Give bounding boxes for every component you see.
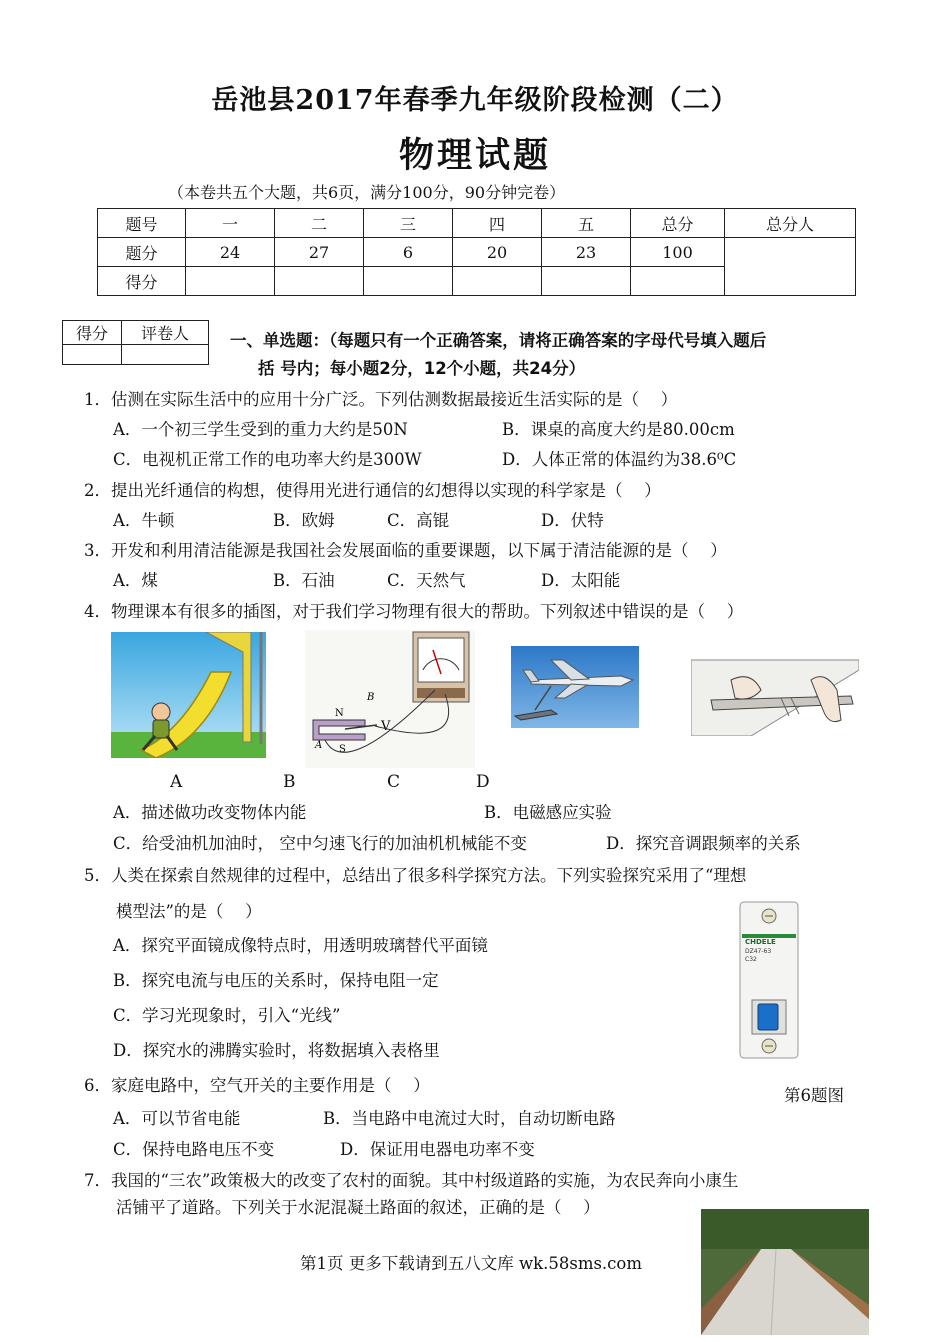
- page-footer: 第1页 更多下载请到五八文库 wk.58sms.com: [300, 1254, 642, 1273]
- q1-option-c: C．电视机正常工作的电功率大约是300W: [113, 450, 422, 469]
- q3-option-d: D．太阳能: [541, 571, 621, 590]
- q5-option-a: A．探究平面镜成像特点时，用透明玻璃替代平面镜: [113, 936, 488, 955]
- q5-stem-line2: 模型法”的是（ ）: [116, 902, 262, 921]
- q3-option-b: B．石油: [273, 571, 335, 590]
- score-table-label: 题号: [98, 209, 186, 238]
- q4-option-c: C．给受油机加油时， 空中匀速飞行的加油机机械能不变: [113, 834, 527, 853]
- q5-option-b: B．探究电流与电压的关系时，保持电阻一定: [113, 971, 439, 990]
- q6-figure-circuit-breaker: [738, 900, 800, 1060]
- q2-option-c: C．高锟: [387, 511, 450, 530]
- q4-figure-d-ruler: [691, 640, 859, 736]
- score-cell: [453, 267, 542, 296]
- score-table-grader: 总分人: [725, 209, 856, 238]
- score-table-points: 27: [275, 238, 364, 267]
- exam-note: （本卷共五个大题，共6页，满分100分，90分钟完卷）: [168, 183, 566, 202]
- q1-stem: 1．估测在实际生活中的应用十分广泛。下列估测数据最接近生活实际的是（ ）: [84, 390, 678, 409]
- q4-fig-b-label-s: S: [339, 744, 346, 755]
- q4-figure-label-d: D: [476, 772, 490, 792]
- q4-option-d: D．探究音调跟频率的关系: [606, 834, 801, 853]
- score-table-grader-cell: [725, 238, 856, 296]
- q4-fig-b-label-n: N: [335, 708, 344, 719]
- q1-option-b: B．课桌的高度大约是80.00cm: [502, 420, 735, 439]
- q6-option-c: C．保持电路电压不变: [113, 1140, 275, 1159]
- section-1-line1: 一、单选题：（每题只有一个正确答案，请将正确答案的字母代号填入题后: [230, 331, 767, 350]
- q1-option-d: D．人体正常的体温约为38.6⁰C: [502, 450, 737, 469]
- q6-breaker-brand: CHDELE: [745, 938, 776, 946]
- score-table-points: 24: [186, 238, 275, 267]
- q4-fig-b-label-v: V: [381, 719, 391, 734]
- score-table-points: 6: [364, 238, 453, 267]
- q4-figure-label-c: C: [387, 772, 401, 792]
- q6-option-a: A．可以节省电能: [113, 1109, 241, 1128]
- score-table-col: 一: [186, 209, 275, 238]
- section-1-heading: [230, 327, 880, 383]
- q4-figure-a-slide: [111, 632, 266, 758]
- q3-option-c: C．天然气: [387, 571, 466, 590]
- q4-fig-b-label-a: A: [315, 740, 323, 751]
- q4-stem: 4．物理课本有很多的插图，对于我们学习物理有很大的帮助。下列叙述中错误的是（ ）: [84, 602, 744, 621]
- q4-figure-label-b: B: [283, 772, 296, 792]
- section-1-line2: 括 号内；每小题2分，12个小题，共24分）: [258, 359, 586, 378]
- score-table-label: 题分: [98, 238, 186, 267]
- q6-breaker-model: DZ47-63: [745, 948, 772, 955]
- q4-option-a: A．描述做功改变物体内能: [113, 803, 307, 822]
- q7-stem-line2: 活铺平了道路。下列关于水泥混凝土路面的叙述，正确的是（ ）: [116, 1198, 600, 1217]
- score-cell: [542, 267, 631, 296]
- score-cell: [186, 267, 275, 296]
- q6-breaker-rating: C32: [745, 956, 757, 963]
- q3-stem: 3．开发和利用清洁能源是我国社会发展面临的重要课题，以下属于清洁能源的是（ ）: [84, 541, 727, 560]
- score-cell: [364, 267, 453, 296]
- q6-stem: 6．家庭电路中，空气开关的主要作用是（ ）: [84, 1076, 430, 1095]
- score-table-col: 三: [364, 209, 453, 238]
- score-table-label: 得分: [98, 267, 186, 296]
- q7-figure-concrete-road: [701, 1209, 869, 1335]
- score-table-points: 20: [453, 238, 542, 267]
- q4-figure-label-a: A: [170, 772, 183, 792]
- q6-figure-caption: 第6题图: [784, 1086, 844, 1105]
- grader-score-label: 得分: [63, 321, 122, 345]
- q4-option-b: B．电磁感应实验: [484, 803, 612, 822]
- q5-option-d: D．探究水的沸腾实验时，将数据填入表格里: [113, 1041, 440, 1060]
- score-table-col: 二: [275, 209, 364, 238]
- q4-figure-c-refueling: [511, 646, 639, 728]
- q7-stem-line1: 7．我国的“三农”政策极大的改变了农村的面貌。其中村级道路的实施，为农民奔向小康生: [84, 1171, 739, 1190]
- grader-name-cell: [122, 345, 209, 365]
- grader-score-cell: [63, 345, 122, 365]
- q1-option-a: A．一个初三学生受到的重力大约是50N: [113, 420, 408, 439]
- q6-option-d: D．保证用电器电功率不变: [340, 1140, 535, 1159]
- q2-option-d: D．伏特: [541, 511, 604, 530]
- score-table-col: 总分: [631, 209, 725, 238]
- score-table-points: 23: [542, 238, 631, 267]
- exam-subject: 物理试题: [398, 135, 551, 176]
- exam-title: 岳池县2017年春季九年级阶段检测（二）: [211, 85, 739, 116]
- q2-option-b: B．欧姆: [273, 511, 335, 530]
- grader-name-label: 评卷人: [122, 321, 209, 345]
- score-table-points: 100: [631, 238, 725, 267]
- q3-option-a: A．煤: [113, 571, 158, 590]
- score-cell: [275, 267, 364, 296]
- score-table: [97, 208, 856, 296]
- grader-box: [62, 320, 209, 365]
- q4-figure-b-induction: [305, 630, 475, 768]
- score-table-col: 五: [542, 209, 631, 238]
- score-table-col: 四: [453, 209, 542, 238]
- q2-stem: 2．提出光纤通信的构想，使得用光进行通信的幻想得以实现的科学家是（ ）: [84, 481, 661, 500]
- q5-option-c: C．学习光现象时，引入“光线”: [113, 1006, 341, 1025]
- q4-fig-b-label-b: B: [367, 692, 375, 703]
- score-cell: [631, 267, 725, 296]
- q5-stem-line1: 5．人类在探索自然规律的过程中，总结出了很多科学探究方法。下列实验探究采用了“理想: [84, 866, 747, 885]
- q2-option-a: A．牛顿: [113, 511, 175, 530]
- q6-option-b: B．当电路中电流过大时，自动切断电路: [323, 1109, 616, 1128]
